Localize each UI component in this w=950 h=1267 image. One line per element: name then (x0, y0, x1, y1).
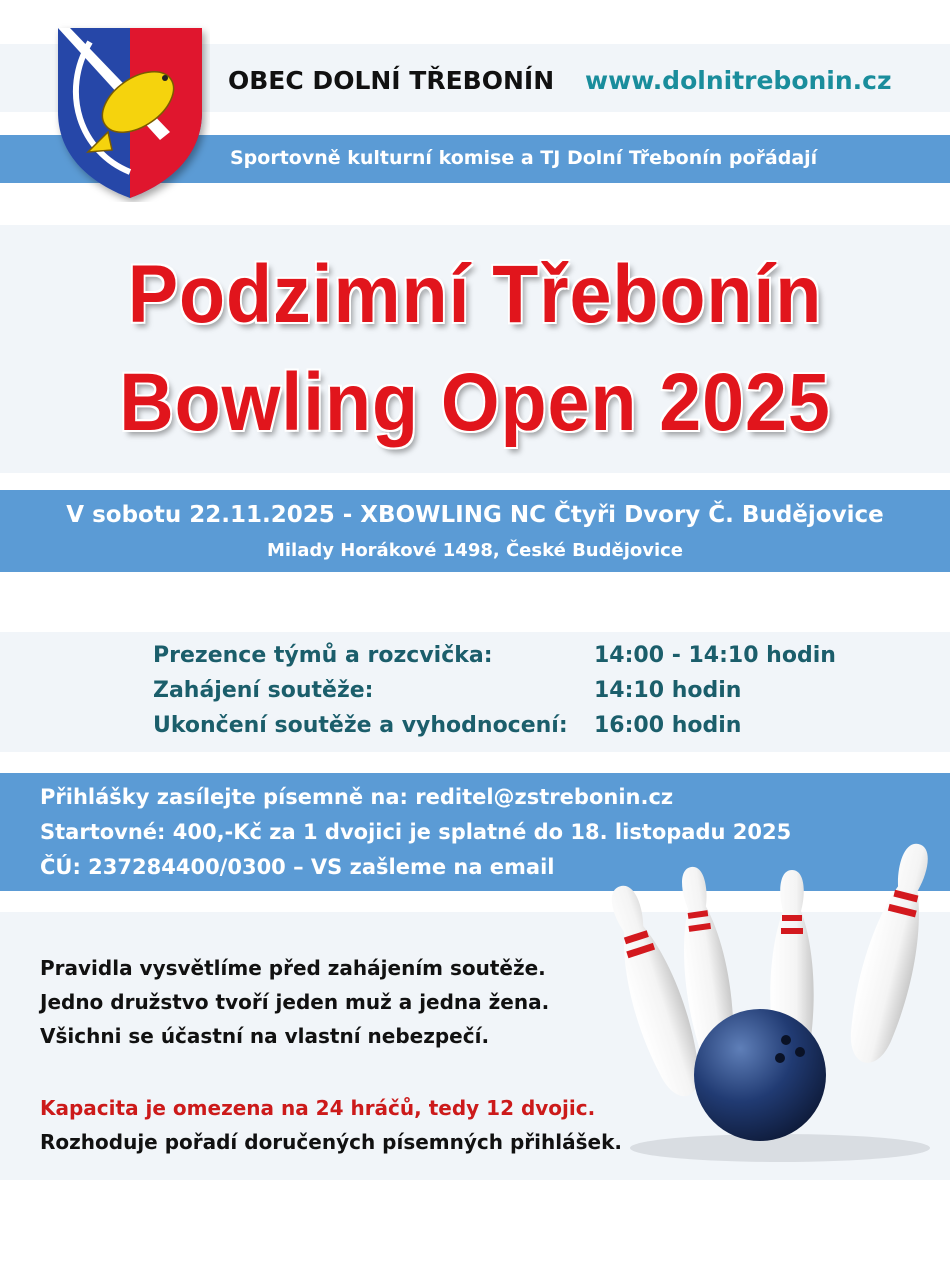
event-title-line2: Bowling Open 2025 (119, 357, 831, 448)
event-title-line1: Podzimní Třebonín (127, 249, 823, 340)
registration-account: ČÚ: 237284400/0300 – VS zašleme na email (40, 855, 555, 879)
schedule-time: 16:00 hodin (594, 713, 742, 738)
schedule-row (153, 713, 742, 738)
rule-line: Jedno družstvo tvoří jeden muž a jedna žena. (40, 990, 550, 1014)
registration-fee: Startovné: 400,-Kč za 1 dvojici je splatné do 18. listopadu 2025 (40, 820, 792, 844)
event-address: Milady Horákové 1498, České Budějovice (266, 540, 684, 561)
rule-line: Všichni se účastní na vlastní nebezpečí. (40, 1024, 490, 1048)
schedule-row (153, 678, 742, 703)
website-link[interactable]: www.dolnitrebonin.cz (585, 66, 892, 95)
schedule-time: 14:10 hodin (594, 678, 742, 703)
capacity-note: Kapacita je omezena na 24 hráčů, tedy 12 dvojic. (40, 1096, 596, 1120)
bowling-pins-icon (600, 830, 940, 1170)
rule-line: Pravidla vysvětlíme před zahájením soutěže. (40, 956, 546, 980)
schedule-row (153, 643, 836, 668)
event-date-place: V sobotu 22.11.2025 - XBOWLING NC Čtyři Dvory Č. Budějovice (66, 502, 884, 528)
registration-email: Přihlášky zasílejte písemně na: reditel@zstrebonin.cz (40, 785, 674, 809)
schedule-label: Zahájení soutěže: (153, 678, 374, 703)
organizer-text: Sportovně kulturní komise a TJ Dolní Třebonín pořádají (230, 147, 818, 169)
schedule-time: 14:00 - 14:10 hodin (594, 643, 836, 668)
schedule-label: Ukončení soutěže a vyhodnocení: (153, 713, 568, 738)
bowling-ball-icon (694, 1009, 826, 1141)
order-note: Rozhoduje pořadí doručených písemných přihlášek. (40, 1130, 622, 1154)
coat-of-arms-icon (50, 22, 210, 202)
schedule-label: Prezence týmů a rozcvička: (153, 643, 493, 668)
municipality-name: OBEC DOLNÍ TŘEBONÍN (228, 66, 555, 95)
